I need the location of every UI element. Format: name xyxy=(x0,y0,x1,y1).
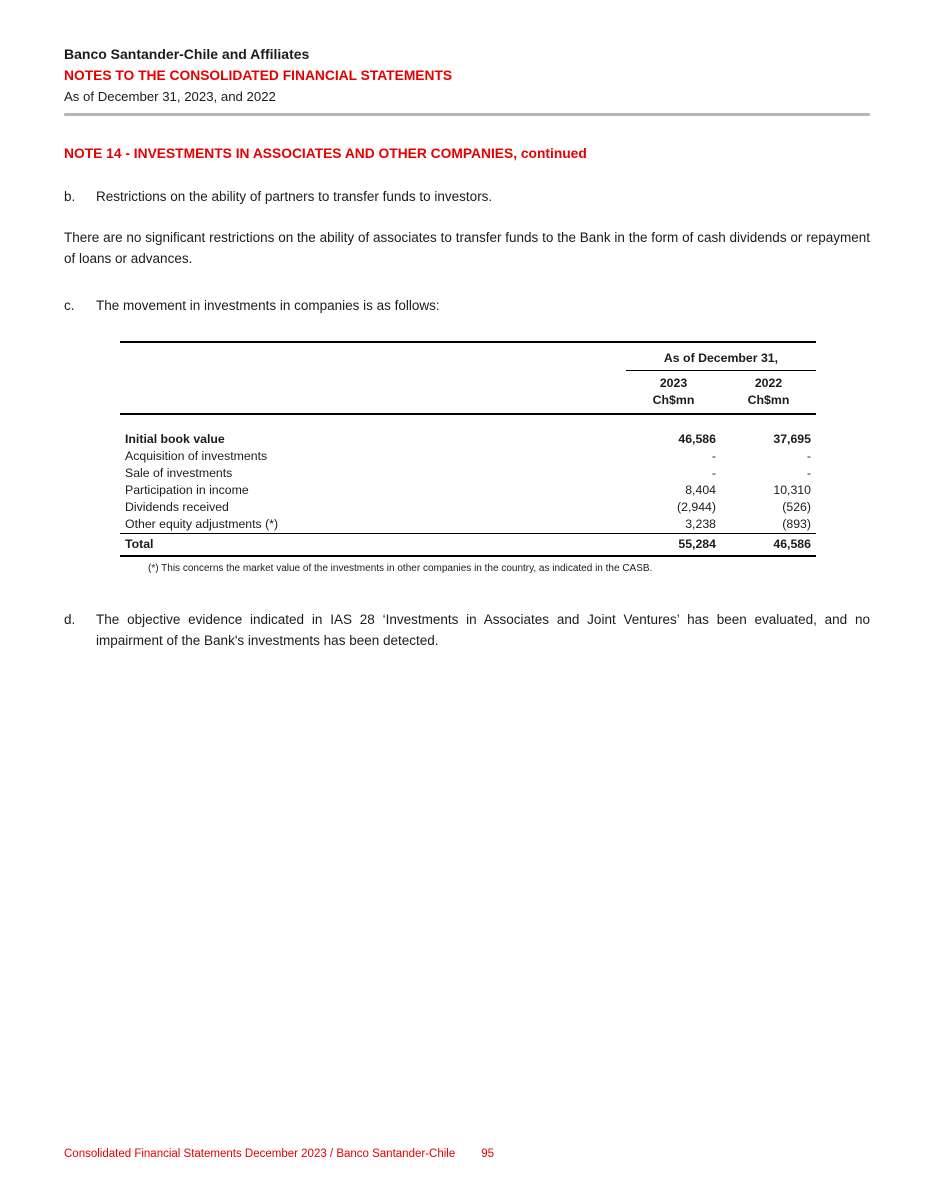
page-header xyxy=(64,44,870,116)
page-footer xyxy=(64,1148,494,1160)
date-line: As of December 31, 2023, and 2022 xyxy=(64,89,276,105)
row-value-2022: (893) xyxy=(721,516,816,534)
row-value-2023: (2,944) xyxy=(677,500,716,515)
section-c-heading-text: The movement in investments in companies is as follows: xyxy=(96,298,440,314)
table-row xyxy=(120,448,816,465)
row-label: Participation in income xyxy=(125,483,249,498)
section-d xyxy=(64,610,870,652)
empty-header-cell xyxy=(120,342,626,371)
section-b-heading xyxy=(64,187,870,208)
list-marker-c: c. xyxy=(64,298,75,314)
note-title: NOTE 14 - INVESTMENTS IN ASSOCIATES AND OTHER COMPANIES, continued xyxy=(64,145,587,161)
total-value-2022: 46,586 xyxy=(773,536,811,551)
data-table xyxy=(120,341,816,557)
table-total-row xyxy=(120,533,816,556)
row-value-2022: 37,695 xyxy=(773,432,811,447)
row-label: Dividends received xyxy=(125,500,229,515)
row-value-2022: 10,310 xyxy=(773,483,811,498)
list-marker-d: d. xyxy=(64,611,76,627)
table-column-header-row xyxy=(120,371,816,415)
row-value-2022: (526) xyxy=(782,500,811,515)
table-footnote: (*) This concerns the market value of the investments in other companies in the country, as indicated in the CASB. xyxy=(148,562,653,574)
row-label: Sale of investments xyxy=(125,466,233,481)
table-row xyxy=(120,499,816,516)
table-group-header: As of December 31, xyxy=(626,342,816,371)
table-row xyxy=(120,414,816,448)
row-value-2023: 3,238 xyxy=(626,516,721,534)
investments-movement-table xyxy=(120,341,816,576)
row-label: Acquisition of investments xyxy=(125,449,268,464)
section-b-paragraph: There are no significant restrictions on the ability of associates to transfer funds to the Bank in the form of cash dividends or repayment of loans or advances. xyxy=(64,230,870,267)
table-head xyxy=(120,342,816,414)
total-value-2023: 55,284 xyxy=(678,536,716,551)
row-value-2023: - xyxy=(711,466,716,481)
column-year-2022: 2022 xyxy=(754,376,783,391)
total-label: Total xyxy=(125,536,154,551)
column-unit-2023: Ch$mn xyxy=(652,392,695,407)
row-value-2023: - xyxy=(711,449,716,464)
document-title: NOTES TO THE CONSOLIDATED FINANCIAL STATEMENTS xyxy=(64,68,453,83)
table-row xyxy=(120,482,816,499)
row-value-2022: - xyxy=(806,466,811,481)
header-divider xyxy=(64,113,870,116)
footer-text: Consolidated Financial Statements December 2023 / Banco Santander-Chile xyxy=(64,1148,456,1160)
table-group-row xyxy=(120,342,816,371)
row-value-2023: 8,404 xyxy=(685,483,716,498)
page-number: 95 xyxy=(481,1148,495,1160)
column-header-2023 xyxy=(626,371,721,415)
row-label: Initial book value xyxy=(125,432,225,447)
column-year-2023: 2023 xyxy=(659,376,688,391)
row-value-2022: - xyxy=(806,449,811,464)
list-marker-b: b. xyxy=(64,188,76,204)
section-b-heading-text: Restrictions on the ability of partners to transfer funds to investors. xyxy=(96,188,493,204)
table-row xyxy=(120,465,816,482)
table-body xyxy=(120,414,816,556)
table-row xyxy=(120,516,816,534)
row-label: Other equity adjustments (*) xyxy=(120,516,626,534)
company-name: Banco Santander-Chile and Affiliates xyxy=(64,46,310,62)
column-unit-2022: Ch$mn xyxy=(747,392,790,407)
row-value-2023: 46,586 xyxy=(678,432,716,447)
section-c-heading xyxy=(64,296,870,317)
column-header-2022 xyxy=(721,371,816,415)
empty-header-cell xyxy=(120,371,626,415)
section-d-paragraph: The objective evidence indicated in IAS 28 ‘Investments in Associates and Joint Ventures’ has been evaluated, and no impairment of the Bank's investments has been detected. xyxy=(96,611,870,648)
